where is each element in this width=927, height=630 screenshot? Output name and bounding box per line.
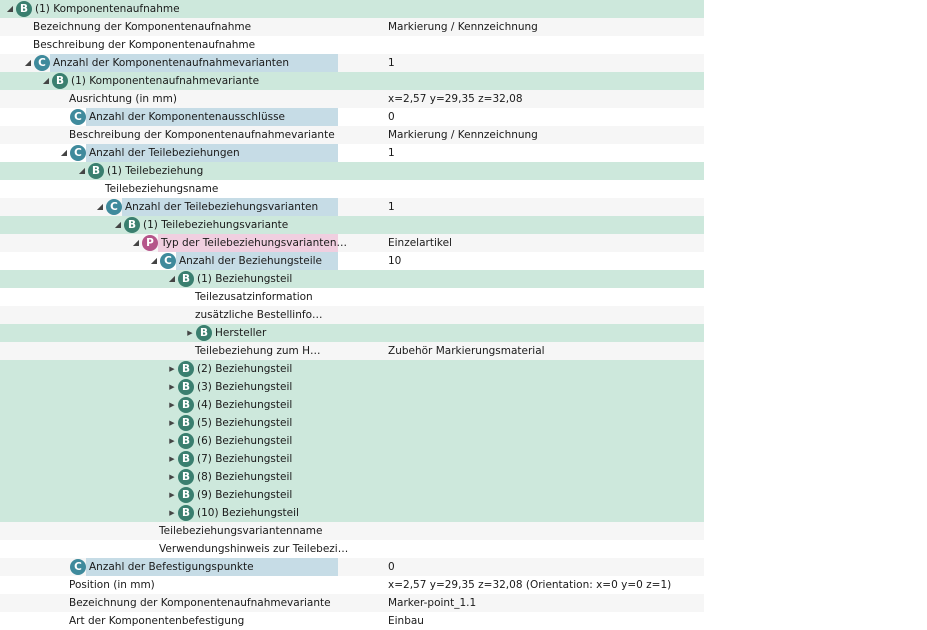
- tree-object-row[interactable]: [0, 486, 704, 504]
- triangle-down-icon[interactable]: ◢: [132, 238, 140, 247]
- tree-property-row[interactable]: [0, 288, 704, 306]
- tree-property-row[interactable]: [0, 576, 704, 594]
- object-badge-icon: B: [178, 397, 194, 413]
- triangle-down-icon[interactable]: ◢: [42, 76, 50, 85]
- object-badge-icon: B: [196, 325, 212, 341]
- tree-object-row[interactable]: [0, 414, 704, 432]
- tree-row-label: Anzahl der Teilebeziehungsvarianten: [125, 201, 319, 213]
- triangle-down-icon[interactable]: ◢: [24, 58, 32, 67]
- tree-object-row[interactable]: [0, 360, 704, 378]
- tree-object-row[interactable]: [0, 396, 704, 414]
- triangle-down-icon[interactable]: ◢: [168, 274, 176, 283]
- tree-row-value: 0: [388, 111, 395, 123]
- tree-object-row[interactable]: [0, 468, 704, 486]
- triangle-down-icon[interactable]: ◢: [114, 220, 122, 229]
- object-badge-icon: B: [178, 433, 194, 449]
- triangle-down-icon[interactable]: ◢: [78, 166, 86, 175]
- tree-row-label: Teilezusatzinformation: [195, 291, 313, 303]
- tree-row-label: Ausrichtung (in mm): [69, 93, 177, 105]
- tree-row-value: 0: [388, 561, 395, 573]
- tree-row-label: Verwendungshinweis zur Teilebezi…: [159, 543, 349, 555]
- tree-count-row[interactable]: [0, 54, 704, 72]
- tree-row-label: Bezeichnung der Komponentenaufnahmevariante: [69, 597, 331, 609]
- tree-property-row[interactable]: [0, 612, 704, 630]
- tree-object-row[interactable]: [0, 324, 704, 342]
- tree-row-label: (5) Beziehungsteil: [197, 417, 293, 429]
- tree-row-label: (7) Beziehungsteil: [197, 453, 293, 465]
- tree-row-label: Anzahl der Teilebeziehungen: [89, 147, 240, 159]
- tree-property-row[interactable]: [0, 36, 704, 54]
- tree-row-value: x=2,57 y=29,35 z=32,08: [388, 93, 523, 105]
- tree-property-row[interactable]: [0, 342, 704, 360]
- tree-object-row[interactable]: [0, 162, 704, 180]
- object-badge-icon: B: [178, 487, 194, 503]
- property-badge-icon: P: [142, 235, 158, 251]
- triangle-down-icon[interactable]: ◢: [6, 4, 14, 13]
- tree-property-row[interactable]: [0, 594, 704, 612]
- tree-row-label: Hersteller: [215, 327, 267, 339]
- tree-row-value: Marker-point_1.1: [388, 597, 477, 609]
- tree-row-label: (2) Beziehungsteil: [197, 363, 293, 375]
- tree-row-label: Anzahl der Komponentenaufnahmevarianten: [53, 57, 289, 69]
- tree-property-row[interactable]: [0, 540, 704, 558]
- tree-row-value: Einbau: [388, 615, 424, 627]
- triangle-right-icon[interactable]: ▶: [169, 401, 175, 409]
- count-badge-icon: C: [70, 109, 86, 125]
- triangle-right-icon[interactable]: ▶: [169, 473, 175, 481]
- triangle-down-icon[interactable]: ◢: [96, 202, 104, 211]
- tree-object-row[interactable]: [0, 216, 704, 234]
- tree-row-label: (4) Beziehungsteil: [197, 399, 293, 411]
- tree-row-label: (6) Beziehungsteil: [197, 435, 293, 447]
- tree-row-label: (3) Beziehungsteil: [197, 381, 293, 393]
- tree-row-label: (9) Beziehungsteil: [197, 489, 293, 501]
- tree-row-value: x=2,57 y=29,35 z=32,08 (Orientation: x=0 y=0 z=1): [388, 579, 672, 591]
- tree-row-value: 1: [388, 57, 395, 69]
- tree-row-value: 1: [388, 147, 395, 159]
- triangle-right-icon[interactable]: ▶: [169, 509, 175, 517]
- tree-count-row[interactable]: [0, 144, 704, 162]
- tree-row-value: Markierung / Kennzeichnung: [388, 21, 538, 33]
- tree-count-row[interactable]: [0, 234, 704, 252]
- tree-row-label: (10) Beziehungsteil: [197, 507, 299, 519]
- tree-row-label: Beschreibung der Komponentenaufnahmevariante: [69, 129, 335, 141]
- count-badge-icon: C: [106, 199, 122, 215]
- tree-row-label: Art der Komponentenbefestigung: [69, 615, 245, 627]
- object-badge-icon: B: [178, 415, 194, 431]
- tree-property-row[interactable]: [0, 522, 704, 540]
- tree-row-value: Markierung / Kennzeichnung: [388, 129, 538, 141]
- object-badge-icon: B: [178, 451, 194, 467]
- object-badge-icon: B: [178, 361, 194, 377]
- count-badge-icon: C: [34, 55, 50, 71]
- tree-row-value: 10: [388, 255, 402, 267]
- triangle-right-icon[interactable]: ▶: [169, 419, 175, 427]
- tree-row-value: 1: [388, 201, 395, 213]
- object-badge-icon: B: [52, 73, 68, 89]
- triangle-right-icon[interactable]: ▶: [187, 329, 193, 337]
- triangle-down-icon[interactable]: ◢: [150, 256, 158, 265]
- tree-row-label: Bezeichnung der Komponentenaufnahme: [33, 21, 252, 33]
- object-badge-icon: B: [178, 271, 194, 287]
- object-badge-icon: B: [88, 163, 104, 179]
- count-badge-icon: C: [160, 253, 176, 269]
- tree-row-value: Einzelartikel: [388, 237, 452, 249]
- object-badge-icon: B: [178, 469, 194, 485]
- tree-object-row[interactable]: [0, 450, 704, 468]
- triangle-right-icon[interactable]: ▶: [169, 455, 175, 463]
- tree-count-row[interactable]: [0, 108, 704, 126]
- tree-row-label: (1) Beziehungsteil: [197, 273, 293, 285]
- tree-row-label: Anzahl der Beziehungsteile: [179, 255, 322, 267]
- tree-object-row[interactable]: [0, 270, 704, 288]
- triangle-right-icon[interactable]: ▶: [169, 437, 175, 445]
- tree-object-row[interactable]: [0, 0, 704, 18]
- object-badge-icon: B: [124, 217, 140, 233]
- count-badge-icon: C: [70, 145, 86, 161]
- tree-count-row[interactable]: [0, 558, 704, 576]
- tree-row-value: Zubehör Markierungsmaterial: [388, 345, 545, 357]
- tree-row-label: (1) Teilebeziehung: [107, 165, 204, 177]
- tree-row-label: Teilebeziehungsvariantenname: [159, 525, 323, 537]
- tree-count-row[interactable]: [0, 198, 704, 216]
- object-badge-icon: B: [178, 379, 194, 395]
- tree-row-label: (1) Komponentenaufnahmevariante: [71, 75, 260, 87]
- tree-row-label: Anzahl der Befestigungspunkte: [89, 561, 254, 573]
- tree-object-row[interactable]: [0, 432, 704, 450]
- tree-object-row[interactable]: [0, 378, 704, 396]
- object-badge-icon: B: [16, 1, 32, 17]
- triangle-down-icon[interactable]: ◢: [60, 148, 68, 157]
- tree-property-row[interactable]: [0, 90, 704, 108]
- tree-row-label: (8) Beziehungsteil: [197, 471, 293, 483]
- triangle-right-icon[interactable]: ▶: [169, 365, 175, 373]
- tree-property-row[interactable]: [0, 126, 704, 144]
- tree-row-label: zusätzliche Bestellinfo…: [195, 309, 323, 321]
- count-badge-icon: C: [70, 559, 86, 575]
- tree-property-row[interactable]: [0, 306, 704, 324]
- tree-row-label: Beschreibung der Komponentenaufnahme: [33, 39, 256, 51]
- tree-count-row[interactable]: [0, 252, 704, 270]
- triangle-right-icon[interactable]: ▶: [169, 491, 175, 499]
- tree-row-label: Position (in mm): [69, 579, 155, 591]
- tree-row-label: Teilebeziehung zum H…: [195, 345, 321, 357]
- tree-property-row[interactable]: [0, 180, 704, 198]
- tree-object-row[interactable]: [0, 72, 704, 90]
- tree-row-label: (1) Komponentenaufnahme: [35, 3, 180, 15]
- tree-row-label: Anzahl der Komponentenausschlüsse: [89, 111, 286, 123]
- tree-object-row[interactable]: [0, 504, 704, 522]
- triangle-right-icon[interactable]: ▶: [169, 383, 175, 391]
- tree-row-label: Typ der Teilebeziehungsvarianten…: [161, 237, 347, 249]
- tree-row-label: Teilebeziehungsname: [105, 183, 219, 195]
- object-badge-icon: B: [178, 505, 194, 521]
- tree-property-row[interactable]: [0, 18, 704, 36]
- tree-row-label: (1) Teilebeziehungsvariante: [143, 219, 289, 231]
